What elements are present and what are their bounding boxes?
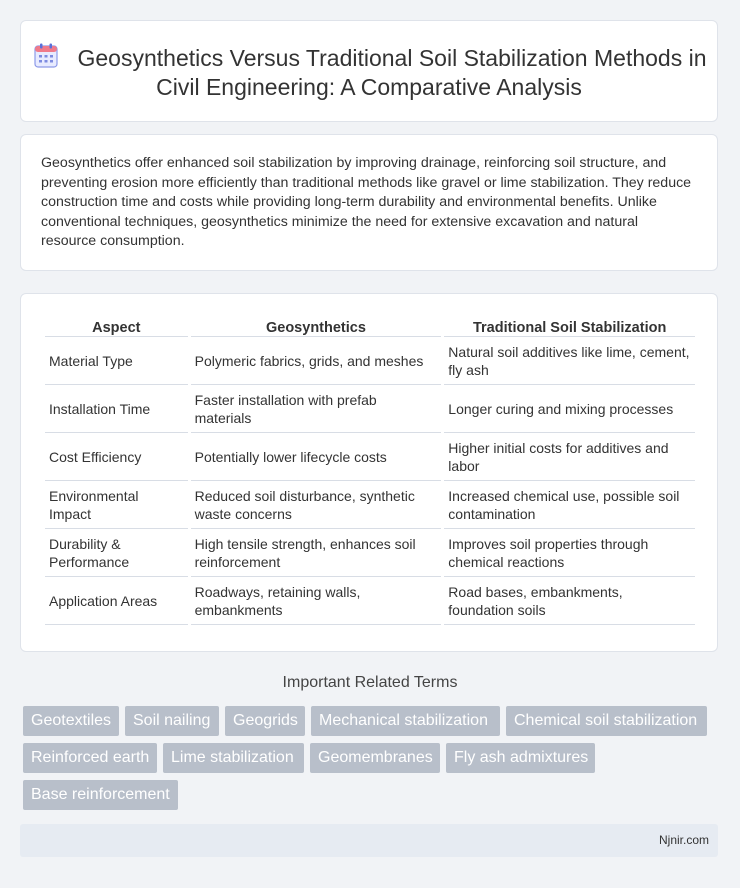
table-cell: Potentially lower lifecycle costs: [191, 433, 442, 481]
table-row: [45, 337, 695, 385]
table-row: [45, 433, 695, 481]
tag-fly-ash-admixtures[interactable]: Fly ash admixtures: [446, 743, 595, 773]
comparison-table-card: [20, 293, 718, 652]
table-cell: Higher initial costs for additives and labor: [444, 433, 695, 481]
table-row: [45, 385, 695, 433]
page-title: [21, 43, 717, 102]
table-cell: High tensile strength, enhances soil reinforcement: [191, 529, 442, 577]
table-cell: Improves soil properties through chemical reactions: [444, 529, 695, 577]
header-aspect: Aspect: [45, 316, 188, 337]
table-cell: Environmental Impact: [45, 481, 188, 529]
table-cell: Polymeric fabrics, grids, and meshes: [191, 337, 442, 385]
calendar-icon: [32, 43, 60, 69]
tag-geogrids[interactable]: Geogrids: [225, 706, 305, 736]
comparison-table: [42, 316, 698, 625]
intro-paragraph: Geosynthetics offer enhanced soil stabilization by improving drainage, reinforcing soil structure, and preventing erosion more efficiently than traditional methods like gravel or lime stabilization. They reduce construction time and costs while providing long-term durability and environmental benefits. Unlike conventional techniques, geosynthetics minimize the need for extensive excavation and natural resource consumption.: [41, 155, 692, 249]
tag-base-reinforcement[interactable]: Base reinforcement: [23, 780, 178, 810]
title-text: Geosynthetics Versus Traditional Soil Stabilization Methods in Civil Engineering: A Comparative Analysis: [77, 45, 707, 100]
title-card: [20, 20, 718, 122]
table-cell: Material Type: [45, 337, 188, 385]
tag-geotextiles[interactable]: Geotextiles: [23, 706, 119, 736]
table-row: [45, 529, 695, 577]
footer-bar: [20, 824, 718, 857]
table-cell: Longer curing and mixing processes: [444, 385, 695, 433]
table-row: [45, 481, 695, 529]
tag-geomembranes[interactable]: Geomembranes: [310, 743, 440, 773]
table-cell: Roadways, retaining walls, embankments: [191, 577, 442, 625]
header-traditional: Traditional Soil Stabilization: [444, 316, 695, 337]
table-header-row: [45, 316, 695, 337]
table-cell: Faster installation with prefab materials: [191, 385, 442, 433]
tag-lime-stabilization[interactable]: Lime stabilization: [163, 743, 304, 773]
tag-chemical-soil-stabilization[interactable]: Chemical soil stabilization: [506, 706, 707, 736]
related-terms-heading: Important Related Terms: [282, 674, 458, 691]
tag-reinforced-earth[interactable]: Reinforced earth: [23, 743, 157, 773]
table-cell: Increased chemical use, possible soil contamination: [444, 481, 695, 529]
table-cell: Natural soil additives like lime, cement, fly ash: [444, 337, 695, 385]
header-geosynthetics: Geosynthetics: [191, 316, 442, 337]
tag-mechanical-stabilization[interactable]: Mechanical stabilization: [311, 706, 500, 736]
intro-card: [20, 134, 718, 271]
table-cell: Road bases, embankments, foundation soils: [444, 577, 695, 625]
table-cell: Cost Efficiency: [45, 433, 188, 481]
table-row: [45, 577, 695, 625]
table-cell: Reduced soil disturbance, synthetic waste concerns: [191, 481, 442, 529]
table-cell: Durability & Performance: [45, 529, 188, 577]
table-cell: Installation Time: [45, 385, 188, 433]
tag-soil-nailing[interactable]: Soil nailing: [125, 706, 219, 736]
footer-site-link[interactable]: Njnir.com: [658, 833, 709, 847]
table-cell: Application Areas: [45, 577, 188, 625]
